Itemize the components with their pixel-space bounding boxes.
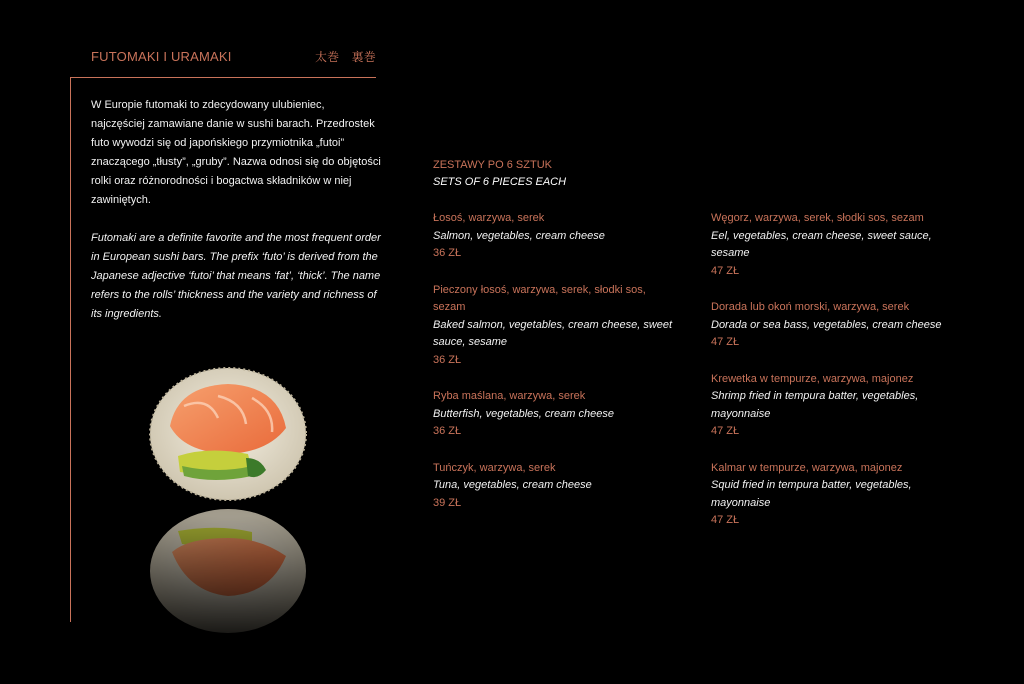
- menu-item: [433, 460, 673, 513]
- menu-item: [433, 388, 673, 441]
- sets-heading-polish: ZESTAWY PO 6 SZTUK: [433, 159, 552, 171]
- item-name-english: Baked salmon, vegetables, cream cheese, sweet sauce, sesame: [433, 318, 673, 348]
- menu-item: [711, 460, 951, 530]
- item-name-english: Shrimp fried in tempura batter, vegetables, mayonnaise: [711, 390, 919, 420]
- item-name-polish: Dorada lub okoń morski, warzywa, serek: [711, 301, 910, 313]
- item-price: 47 ZŁ: [711, 425, 740, 437]
- menu-item: [711, 299, 951, 352]
- item-name-polish: Łosoś, warzywa, serek: [433, 212, 545, 224]
- menu-item: [433, 210, 673, 263]
- item-name-polish: Ryba maślana, warzywa, serek: [433, 390, 586, 402]
- section-title: FUTOMAKI I URAMAKI: [91, 49, 232, 64]
- intro-english: Futomaki are a definite favorite and the most frequent order in European sushi bars. The prefix ‘futo’ is derived from the Japanese adjective ‘futoi’ that means ‘fat’, ‘thick’. The name refers to the rolls’ thickness and the variety and richness of its ingredients.: [91, 232, 381, 320]
- item-price: 47 ZŁ: [711, 264, 740, 277]
- item-name-polish: Tuńczyk, warzywa, serek: [433, 461, 556, 474]
- item-name-polish: Kalmar w tempurze, warzywa, majonez: [711, 461, 903, 474]
- section-header: [91, 48, 376, 65]
- side-divider: [70, 77, 71, 622]
- item-name-english: Butterfish, vegetables, cream cheese: [433, 407, 614, 420]
- item-price: 36 ZŁ: [433, 247, 462, 259]
- item-price: 39 ZŁ: [433, 496, 462, 509]
- section-kanji: 太巻 裏巻: [314, 50, 376, 64]
- item-name-polish: Węgorz, warzywa, serek, słodki sos, sezam: [711, 212, 924, 224]
- menu-column-left: [433, 157, 673, 531]
- item-price: 47 ZŁ: [711, 336, 740, 348]
- item-name-polish: Pieczony łosoś, warzywa, serek, słodki sos, sezam: [433, 283, 646, 313]
- menu-item: [711, 210, 951, 280]
- menu-column-right: [711, 210, 951, 549]
- sets-heading-english: SETS OF 6 PIECES EACH: [433, 176, 567, 188]
- item-name-english: Salmon, vegetables, cream cheese: [433, 229, 605, 242]
- menu-item: [433, 282, 673, 370]
- item-name-english: Dorada or sea bass, vegetables, cream cheese: [711, 318, 942, 331]
- header-divider: [70, 77, 376, 78]
- item-name-english: Tuna, vegetables, cream cheese: [433, 479, 592, 491]
- menu-item: [711, 371, 951, 441]
- item-price: 36 ZŁ: [433, 425, 462, 437]
- item-name-english: Squid fried in tempura batter, vegetables, mayonnaise: [711, 479, 912, 509]
- intro-polish: W Europie futomaki to zdecydowany ulubieniec, najczęściej zamawiane danie w sushi barach. Przedrostek futo wywodzi się od japońskiego przymiotnika „futoi” znaczącego „tłusty”, „gruby”. Nazwa odnosi się do objętości rolki oraz różnorodności i bogactwa składników w niej zawiniętych.: [91, 99, 381, 206]
- intro-text: [91, 96, 381, 343]
- futomaki-roll-image: [148, 366, 308, 636]
- item-price: 36 ZŁ: [433, 353, 462, 366]
- item-price: 47 ZŁ: [711, 514, 740, 526]
- item-name-english: Eel, vegetables, cream cheese, sweet sauce, sesame: [711, 229, 932, 259]
- item-name-polish: Krewetka w tempurze, warzywa, majonez: [711, 372, 914, 385]
